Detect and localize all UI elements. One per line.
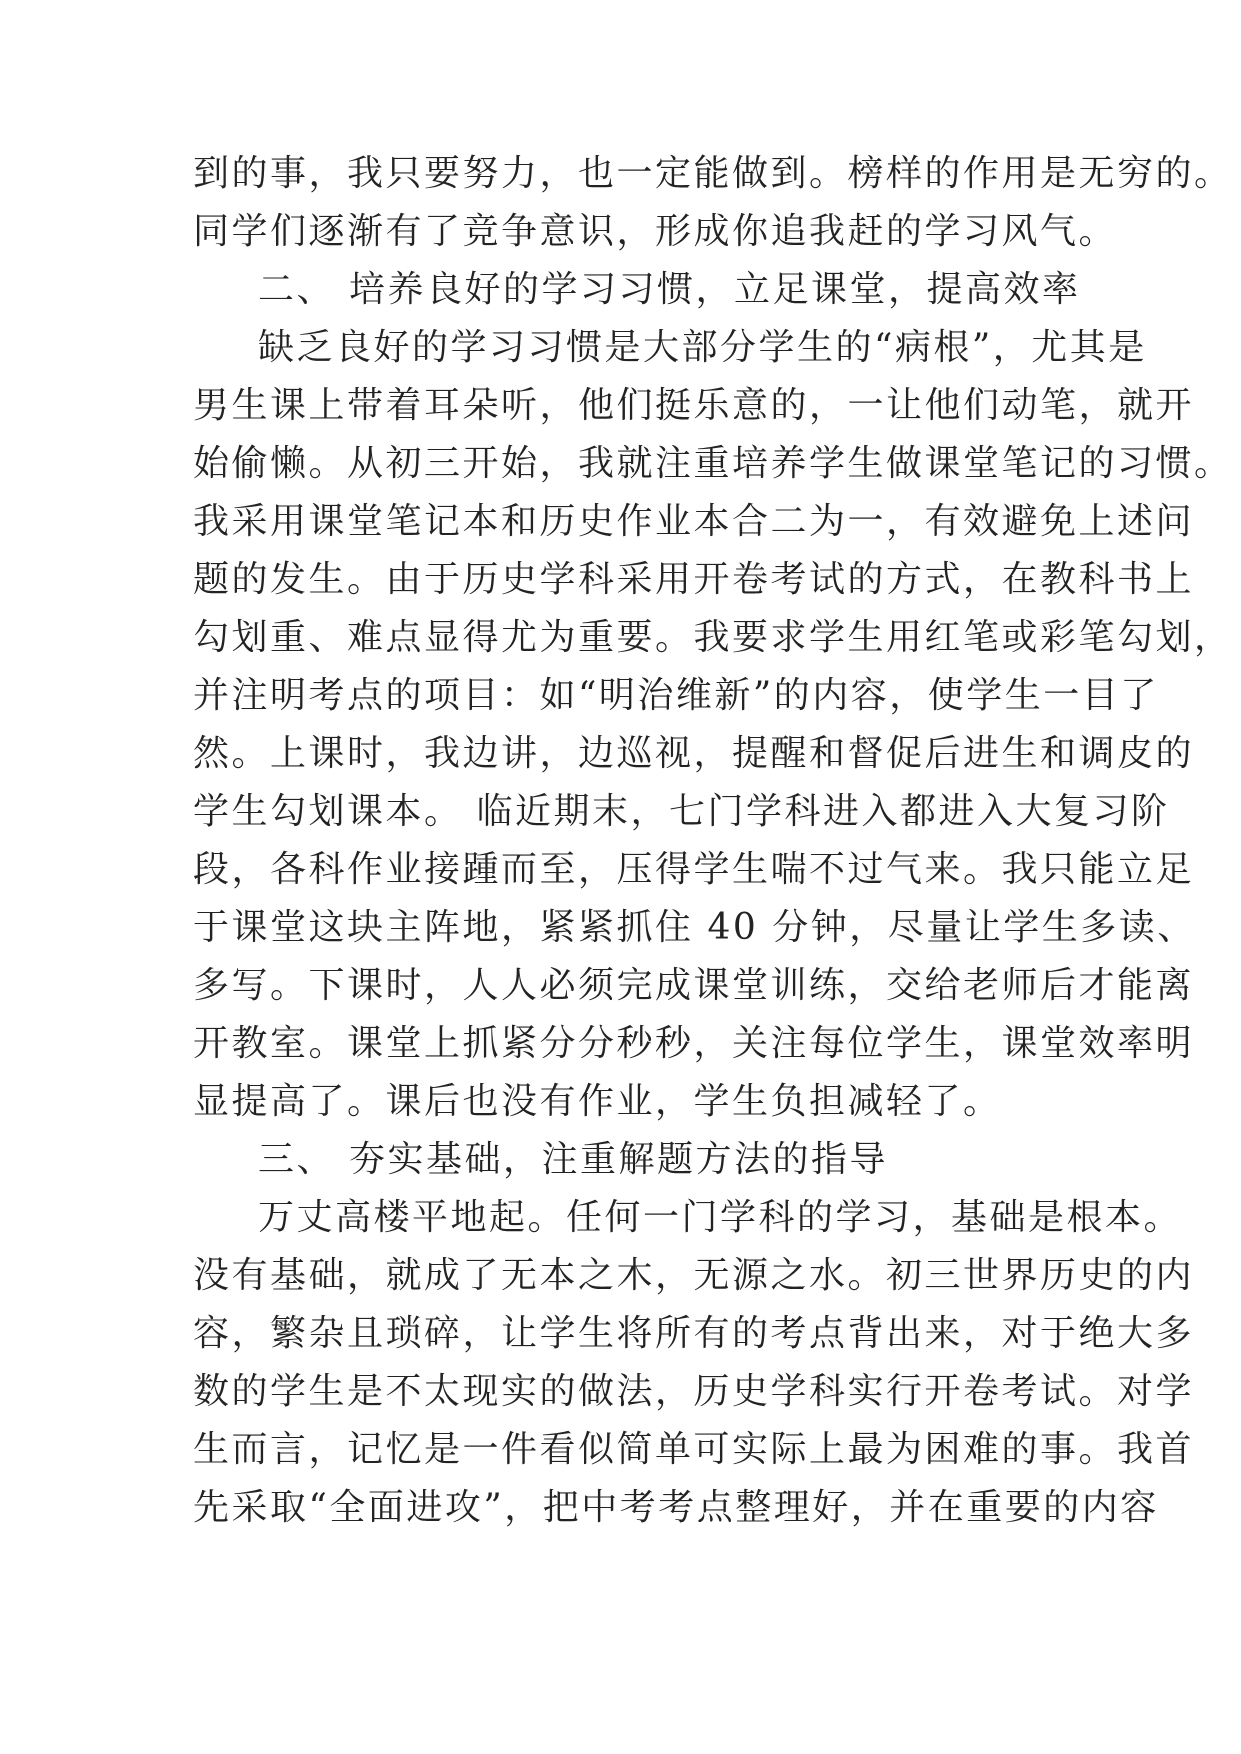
text-line: 同学们逐渐有了竞争意识，形成你追我赶的学习风气。 xyxy=(193,211,1118,252)
text-line: 先采取“全面进攻”，把中考考点整理好，并在重要的内容 xyxy=(193,1487,1159,1528)
paragraph-start: 万丈高楼平地起。任何一门学科的学习，基础是根本。 xyxy=(258,1197,1183,1238)
text-line: 然。上课时，我边讲，边巡视，提醒和督促后进生和调皮的 xyxy=(193,733,1195,774)
text-line: 没有基础，就成了无本之木，无源之水。初三世界历史的内 xyxy=(193,1255,1195,1296)
text-line: 始偷懒。从初三开始，我就注重培养学生做课堂笔记的习惯。 xyxy=(193,443,1233,484)
text-line: 生而言，记忆是一件看似简单可实际上最为困难的事。我首 xyxy=(193,1429,1195,1470)
text-line: 勾划重、难点显得尤为重要。我要求学生用红笔或彩笔勾划， xyxy=(193,617,1233,658)
text-line: 并注明考点的项目：如“明治维新”的内容，使学生一目了 xyxy=(193,675,1159,716)
text-line: 到的事，我只要努力，也一定能做到。榜样的作用是无穷的。 xyxy=(193,153,1233,194)
text-line: 男生课上带着耳朵听，他们挺乐意的，一让他们动笔，就开 xyxy=(193,385,1195,426)
section-heading-2: 二、 培养良好的学习习惯，立足课堂，提高效率 xyxy=(258,269,1081,310)
text-line: 显提高了。课后也没有作业，学生负担减轻了。 xyxy=(193,1081,1002,1122)
text-line: 数的学生是不太现实的做法，历史学科实行开卷考试。对学 xyxy=(193,1371,1195,1412)
paragraph-start: 缺乏良好的学习习惯是大部分学生的“病根”，尤其是 xyxy=(258,327,1147,368)
text-line: 开教室。课堂上抓紧分分秒秒，关注每位学生，课堂效率明 xyxy=(193,1023,1195,1064)
text-line: 于课堂这块主阵地，紧紧抓住 40 分钟，尽量让学生多读、 xyxy=(193,907,1196,948)
text-line: 多写。下课时，人人必须完成课堂训练，交给老师后才能离 xyxy=(193,965,1195,1006)
text-line: 学生勾划课本。 临近期末，七门学科进入都进入大复习阶 xyxy=(193,791,1170,832)
text-line: 容，繁杂且琐碎，让学生将所有的考点背出来，对于绝大多 xyxy=(193,1313,1195,1354)
section-heading-3: 三、 夯实基础，注重解题方法的指导 xyxy=(258,1139,888,1180)
text-line: 题的发生。由于历史学科采用开卷考试的方式，在教科书上 xyxy=(193,559,1195,600)
text-line: 我采用课堂笔记本和历史作业本合二为一，有效避免上述问 xyxy=(193,501,1195,542)
text-line: 段，各科作业接踵而至，压得学生喘不过气来。我只能立足 xyxy=(193,849,1195,890)
